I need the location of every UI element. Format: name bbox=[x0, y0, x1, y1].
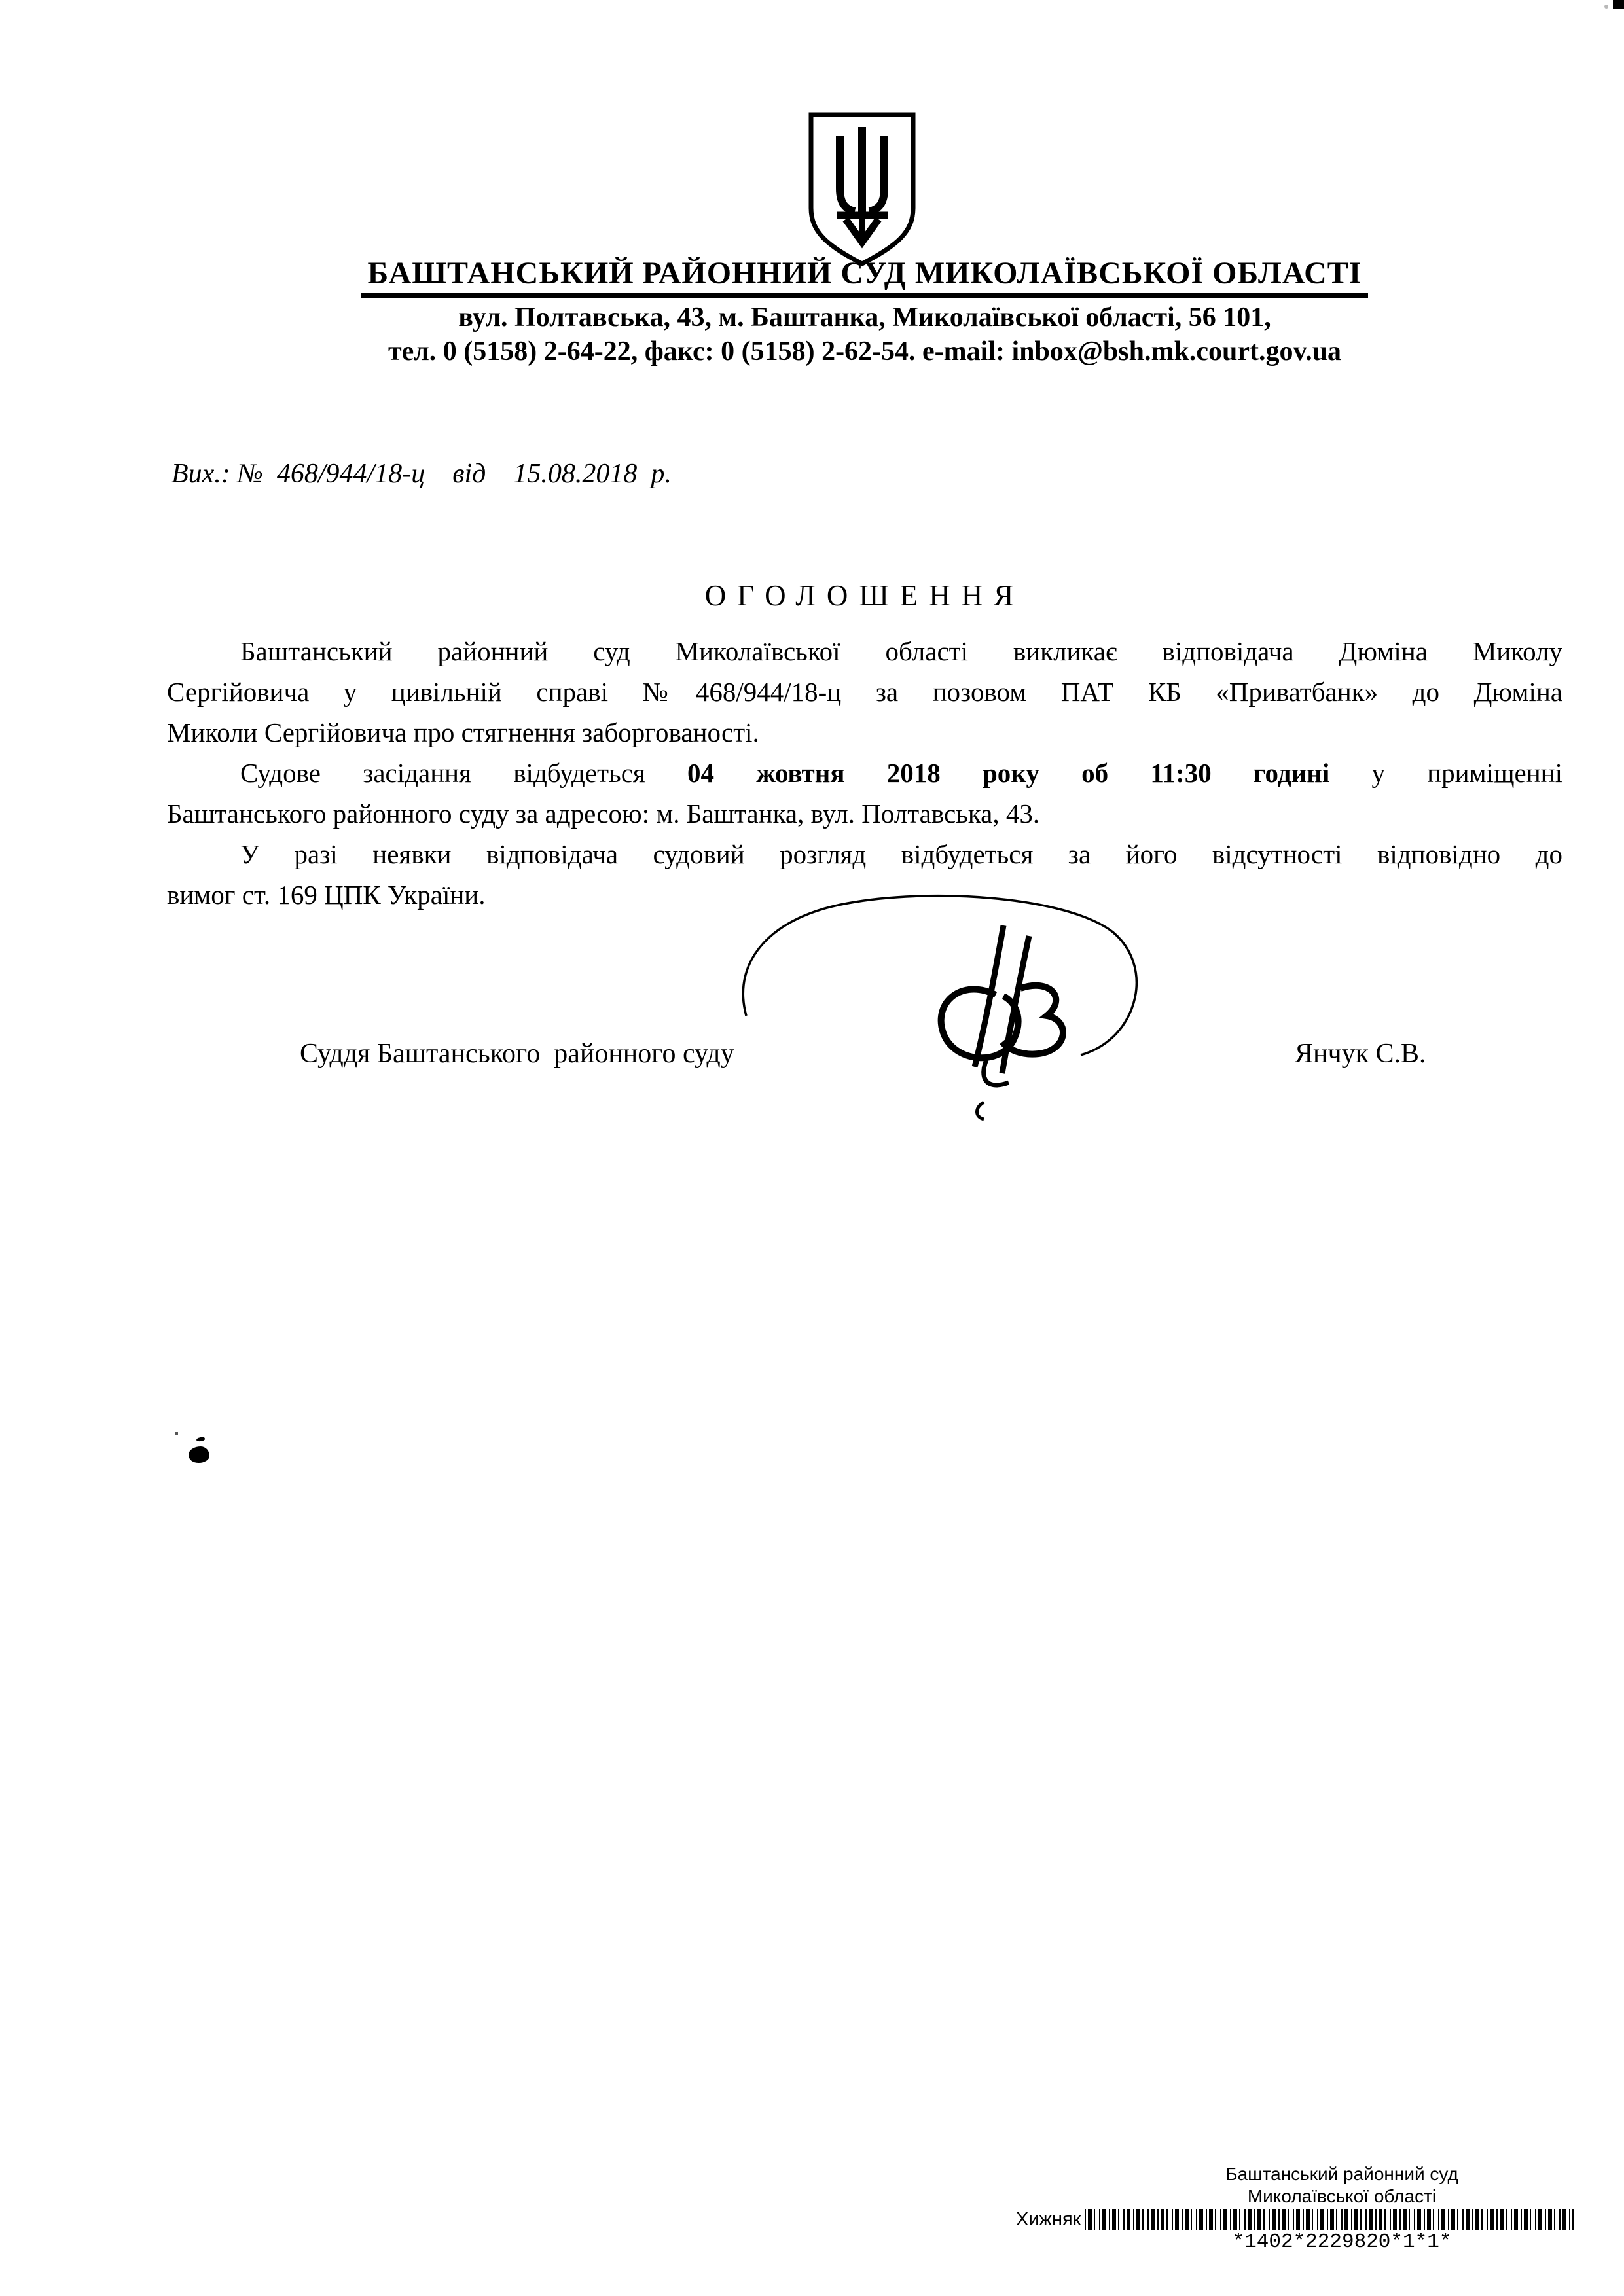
ink-dot-artifact bbox=[175, 1432, 178, 1435]
outgoing-reference-line: Вих.: № 468/944/18-ц від 15.08.2018 р. bbox=[171, 459, 672, 489]
coat-of-arms-emblem bbox=[806, 110, 918, 272]
body-line: Баштанський районний суд Миколаївської області викликає відповідача Дюміна Миколу bbox=[240, 636, 1562, 666]
court-contacts-line: тел. 0 (5158) 2-64-22, факс: 0 (5158) 2-62-54. e-mail: inbox@bsh.mk.court.gov.ua bbox=[388, 336, 1342, 367]
announcement-body bbox=[167, 631, 1562, 915]
ink-blot-artifact bbox=[189, 1446, 209, 1463]
trident-icon bbox=[806, 110, 918, 268]
body-line: вимог ст. 169 ЦПК України. bbox=[167, 880, 486, 910]
footer-court-name: Баштанський районний суд bbox=[1225, 2164, 1458, 2184]
signature-title: Суддя Баштанського районного суду bbox=[300, 1039, 734, 1069]
barcode bbox=[1085, 2209, 1574, 2230]
scan-artifact-corner-mark bbox=[1613, 0, 1624, 9]
footer-court-region: Миколаївської області bbox=[1247, 2186, 1437, 2206]
footer-barcode-row bbox=[1016, 2208, 1574, 2231]
court-address-line: вул. Полтавська, 43, м. Баштанка, Миколаївської області, 56 101, bbox=[458, 302, 1271, 332]
scan-artifact-speck bbox=[1604, 5, 1608, 9]
body-line: Миколи Сергійовича про стягнення заборгованості. bbox=[167, 717, 759, 747]
barcode-caption: *1402*2229820*1*1* bbox=[1232, 2231, 1452, 2253]
ink-blot-artifact-small bbox=[196, 1437, 206, 1443]
judge-signature-scribble bbox=[710, 891, 1175, 1121]
signature-name: Янчук С.В. bbox=[1295, 1039, 1426, 1069]
body-line: Сергійовича у цивільній справі №468/944/18-ц за позовом ПАТ КБ «Приватбанк» до Дюміна bbox=[167, 677, 1562, 707]
footer-clerk-name: Хижняк bbox=[1016, 2208, 1081, 2230]
body-line: У разі неявки відповідача судовий розгляд відбудеться за його відсутності відповідно до bbox=[240, 839, 1562, 869]
header bbox=[167, 257, 1562, 298]
court-name-title: БАШТАНСЬКИЙ РАЙОННИЙ СУД МИКОЛАЇВСЬКОЇ ОБЛАСТІ bbox=[361, 257, 1369, 298]
body-line: Баштанського районного суду за адресою: м. Баштанка, вул. Полтавська, 43. bbox=[167, 798, 1040, 829]
body-line: Судове засідання відбудеться 04 жовтня 2018 року об 11:30 годині у приміщенні bbox=[240, 758, 1563, 788]
announcement-heading: ОГОЛОШЕННЯ bbox=[704, 579, 1025, 612]
